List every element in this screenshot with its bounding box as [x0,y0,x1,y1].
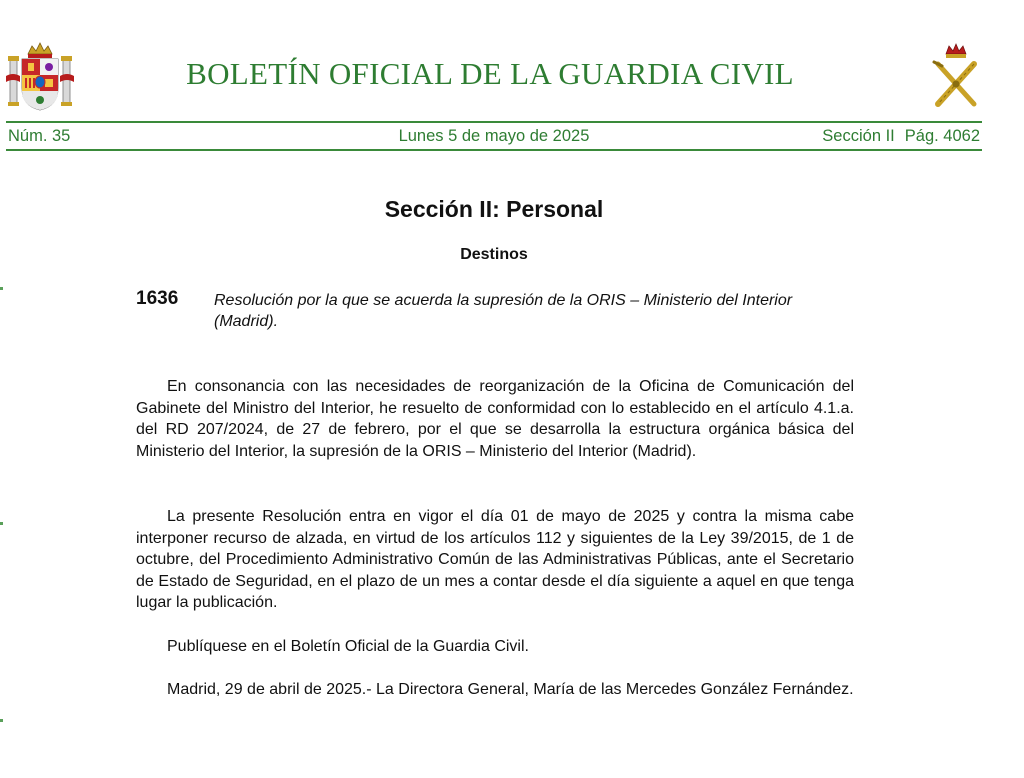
entry-number: 1636 [136,288,179,309]
subsection-title: Destinos [460,246,528,263]
margin-mark [0,287,3,290]
header-rule-top [6,121,982,123]
issue-date: Lunes 5 de mayo de 2025 [398,127,590,145]
header-rule-bottom [6,149,982,151]
issue-section: Sección II [822,127,895,145]
margin-mark [0,522,3,525]
section-title: Sección II: Personal [384,196,604,222]
guardia-civil-emblem-icon [930,42,982,110]
body-paragraph: Publíquese en el Boletín Oficial de la Guardia Civil. [167,638,529,655]
entry-heading: Resolución por la que se acuerda la supresión de la ORIS – Ministerio del Interior (Madrid). [214,292,793,330]
masthead [0,0,1024,145]
body-paragraph: En consonancia con las necesidades de reorganización de la Oficina de Comunicación del Gabinete del Ministro del Interior, he resuelto de conformidad con lo establecido en el artículo 4.1.a. del RD 207/2024, de 27 de febrero, por el que se desarrolla la estructura orgánica básica del Ministerio del Interior, la supresión de la ORIS – Ministerio del Interior (Madrid). [136,378,854,460]
issue-number: Núm. 35 [8,127,71,145]
issue-section-page [822,127,980,146]
page-number: Pág. 4062 [904,127,980,145]
issue-info-bar [8,127,980,147]
body-paragraph: La presente Resolución entra en vigor el día 01 de mayo de 2025 y contra la misma cabe interponer recurso de alzada, en virtud de los artículos 112 y siguientes de la Ley 39/2015, de 1 de octubre, del Procedimiento Administrativo Común de las Administrativas Públicas, ante el Secretario de Estado de Seguridad, en el plazo de un mes a contar desde el día siguiente a aquel en que tenga lugar la publicación. [136,508,854,612]
signature-paragraph: Madrid, 29 de abril de 2025.- La Directora General, María de las Mercedes González Fernández. [167,681,854,698]
margin-mark [0,719,3,722]
journal-title: BOLETÍN OFICIAL DE LA GUARDIA CIVIL [186,56,794,91]
